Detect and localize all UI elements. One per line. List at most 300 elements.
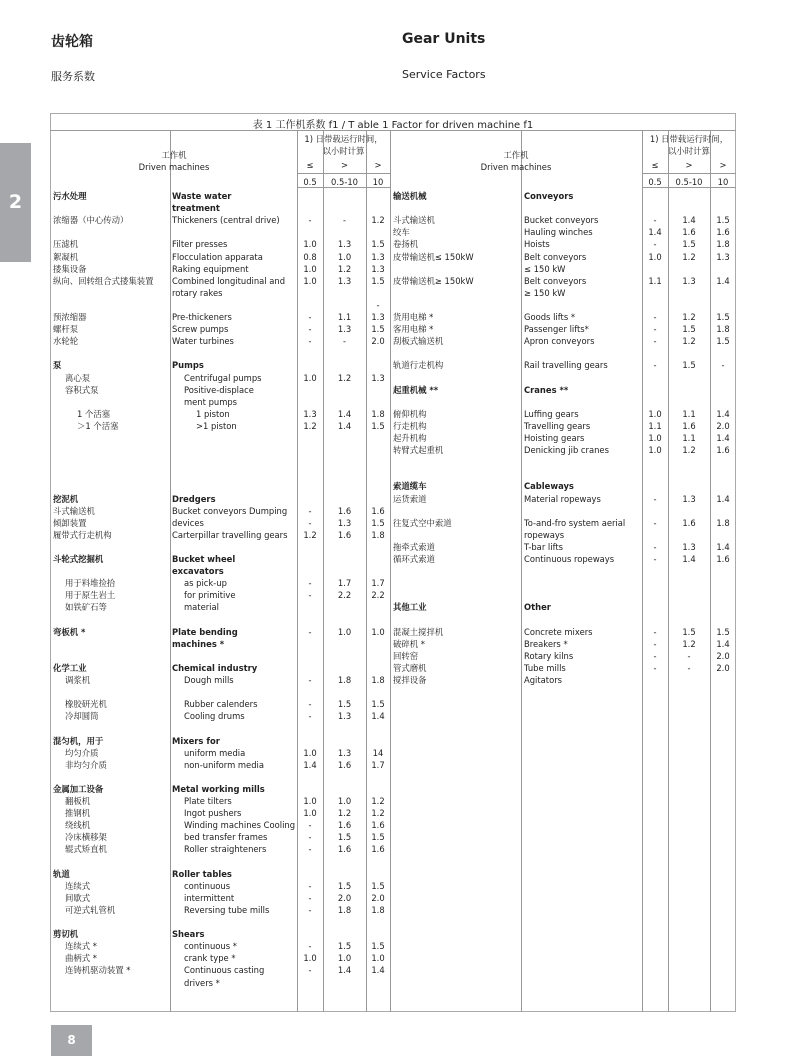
left-row-value: 1.5 xyxy=(371,941,385,952)
left-row-en: Carterpillar travelling gears xyxy=(172,529,288,540)
left-row-cn: 间歇式 xyxy=(65,892,91,903)
right-row-value: 1.0 xyxy=(648,433,662,443)
right-row-cn: 起重机械 ** xyxy=(393,384,439,395)
left-row-cn: 弯板机 * xyxy=(53,626,86,637)
right-row-value: 1.1 xyxy=(682,433,696,443)
right-row-en: Material ropeways xyxy=(524,493,601,504)
right-row-en: Continuous ropeways xyxy=(524,554,615,564)
left-row-value: - xyxy=(308,505,312,516)
left-row-en: excavators xyxy=(172,566,224,577)
left-row-cn: 非均匀介质 xyxy=(65,759,107,770)
right-row-cn: 拖牵式索道 xyxy=(393,541,435,552)
right-row-cn: 搅拌设备 xyxy=(393,675,427,685)
left-row-cn: 均匀介质 xyxy=(65,747,99,758)
left-row-value: 1.6 xyxy=(371,844,385,855)
right-row-value: 1.0 xyxy=(648,445,662,456)
right-row-value: 1.4 xyxy=(716,638,730,649)
left-row-en: machines * xyxy=(172,638,225,649)
left-row-cn: 离心泵 xyxy=(65,372,91,383)
left-row-value: 1.0 xyxy=(303,953,317,964)
left-row-cn: 如铁矿石等 xyxy=(65,602,107,613)
right-row-value: - xyxy=(653,493,657,504)
right-row-value: 1.8 xyxy=(716,517,730,528)
left-row-value: 1.2 xyxy=(337,372,352,383)
left-row-cn: 辊式矫直机 xyxy=(65,844,107,855)
right-row-en: To-and-fro system aerial xyxy=(524,517,626,528)
left-row-en: treatment xyxy=(172,203,220,214)
left-row-en: Thickeners (central drive) xyxy=(172,215,280,226)
right-row-value: 1.6 xyxy=(716,227,730,238)
left-row-value: - xyxy=(308,626,312,637)
right-row-cn: 输送机械 xyxy=(393,191,427,201)
right-row-value: 1.3 xyxy=(682,541,696,552)
left-row-value: - xyxy=(308,965,312,976)
left-row-en: Centrifugal pumps xyxy=(184,372,262,383)
left-row-cn: 橡胶研光机 xyxy=(65,699,107,710)
right-row-value: - xyxy=(687,650,691,661)
right-row-value: - xyxy=(653,650,657,661)
left-row-value: - xyxy=(308,904,312,915)
left-row-en: Cooling drums xyxy=(184,711,245,722)
right-row-cn: 运货索道 xyxy=(393,493,427,504)
right-row-value: 1.2 xyxy=(682,445,696,456)
left-row-en: non-uniform media xyxy=(184,759,264,770)
right-row-value: 1.3 xyxy=(716,251,730,262)
left-row-value: 1.3 xyxy=(337,517,352,528)
right-row-en: Hoists xyxy=(524,239,550,250)
left-row-value: 2.0 xyxy=(371,892,385,903)
table-title: 表 1 工作机系数 f1 / T able 1 Factor for driven machine f1 xyxy=(252,120,534,131)
right-row-value: - xyxy=(653,324,657,335)
left-row-value: - xyxy=(308,215,312,226)
column-divider xyxy=(521,130,522,1012)
right-row-value: 1.6 xyxy=(682,227,696,238)
left-row-en: continuous * xyxy=(184,941,237,952)
left-row-value: 2.0 xyxy=(337,892,352,903)
left-row-en: intermittent xyxy=(184,892,235,903)
right-row-value: 1.5 xyxy=(682,324,696,335)
right-row-value: 1.0 xyxy=(648,408,662,419)
right-row-cn: 管式磨机 xyxy=(393,662,427,673)
left-row-en: Roller tables xyxy=(172,868,232,879)
left-row-value: 1.0 xyxy=(303,796,317,806)
left-row-value: 1.8 xyxy=(337,904,352,915)
right-row-cn: 轨道行走机构 xyxy=(393,360,444,371)
left-row-en: Continuous casting xyxy=(184,965,265,976)
left-row-cn: 污水处理 xyxy=(53,191,87,201)
left-row-value: 1.0 xyxy=(303,263,317,274)
left-row-value: 1.0 xyxy=(303,372,317,383)
left-row-value: - xyxy=(308,699,312,710)
left-hours-10: 10 xyxy=(372,177,384,187)
right-row-en: Agitators xyxy=(524,675,563,685)
right-row-en: Apron conveyors xyxy=(524,336,595,347)
left-row-en: Raking equipment xyxy=(172,263,249,274)
left-row-cn: 浓缩器（中心传动） xyxy=(53,215,129,226)
right-row-cn: 索道缆车 xyxy=(393,481,427,492)
left-row-en: Flocculation apparata xyxy=(172,251,263,262)
left-row-cn: 翻板机 xyxy=(65,796,91,806)
right-row-en: ropeways xyxy=(524,529,565,540)
left-row-value: 1.2 xyxy=(303,529,317,540)
left-row-value: 1.5 xyxy=(337,941,352,952)
left-row-value: 1.5 xyxy=(337,699,352,710)
left-hours-note-2: 以小时计算 xyxy=(322,146,365,156)
right-row-en: Rail travelling gears xyxy=(524,360,608,371)
left-row-cn: 履带式行走机构 xyxy=(53,529,112,540)
left-col-head-cn: 工作机 xyxy=(161,150,187,160)
left-row-value: 1.6 xyxy=(337,759,352,770)
left-row-en: Plate tilters xyxy=(184,796,232,806)
left-row-cn: 绕线机 xyxy=(65,820,91,831)
right-row-en: T-bar lifts xyxy=(524,541,564,552)
left-row-value: 1.0 xyxy=(371,953,385,964)
right-row-value: 1.4 xyxy=(682,215,696,226)
left-row-value: 1.8 xyxy=(371,675,385,685)
left-hours-0-5-10: 0.5-10 xyxy=(331,177,358,187)
right-row-value: 1.5 xyxy=(716,336,730,347)
right-row-value: 1.6 xyxy=(716,445,730,456)
left-row-value: - xyxy=(308,336,312,347)
left-row-value: 1.5 xyxy=(371,517,385,528)
right-row-value: 1.4 xyxy=(716,408,730,419)
right-row-value: 1.6 xyxy=(682,420,696,431)
hours-subdivider xyxy=(642,173,736,174)
left-row-en: Waste water xyxy=(172,191,232,201)
left-row-cn: 冷床横移架 xyxy=(65,832,107,843)
left-row-cn: 用于原生岩土 xyxy=(65,590,116,601)
left-row-value: - xyxy=(308,941,312,952)
right-row-value: - xyxy=(653,541,657,552)
left-row-en: uniform media xyxy=(184,747,246,758)
left-row-value: 2.2 xyxy=(371,590,385,601)
left-row-value: 1.2 xyxy=(337,263,352,274)
right-row-en: Conveyors xyxy=(524,191,574,201)
left-row-value: 1.4 xyxy=(371,965,385,976)
left-row-cn: 金属加工设备 xyxy=(53,783,104,794)
left-row-value: - xyxy=(308,324,312,335)
right-row-value: - xyxy=(653,336,657,347)
left-row-en: Pumps xyxy=(172,360,204,371)
right-row-value: - xyxy=(687,662,691,673)
right-row-en: Belt conveyors xyxy=(524,275,587,286)
right-row-en: Concrete mixers xyxy=(524,626,593,637)
left-row-value: - xyxy=(308,844,312,855)
right-row-value: 1.5 xyxy=(682,239,696,250)
left-row-value: 1.7 xyxy=(337,578,352,589)
left-row-value: 0.8 xyxy=(303,251,317,262)
right-row-cn: 皮带输送机≥ 150kW xyxy=(393,275,474,286)
left-row-cn: 化学工业 xyxy=(53,662,87,673)
right-row-value: 1.5 xyxy=(682,360,696,371)
left-row-value: 14 xyxy=(372,747,384,758)
right-row-value: 1.1 xyxy=(648,275,662,286)
left-row-en: Dough mills xyxy=(184,675,234,685)
left-row-value: - xyxy=(308,880,312,891)
left-row-value: 1.5 xyxy=(371,832,385,843)
left-row-en: Chemical industry xyxy=(172,662,258,673)
left-row-value: 1.8 xyxy=(371,408,385,419)
left-row-value: 1.5 xyxy=(337,832,352,843)
right-row-value: 1.4 xyxy=(648,227,662,238)
left-hours-0-5: 0.5 xyxy=(303,177,317,187)
left-row-value: 1.0 xyxy=(303,239,317,250)
left-row-en: material xyxy=(184,602,219,613)
left-row-value: 1.3 xyxy=(371,312,385,322)
right-row-en: Passenger lifts* xyxy=(524,324,589,335)
right-row-value: 1.4 xyxy=(716,541,730,552)
right-row-value: 1.5 xyxy=(682,626,696,637)
left-row-value: - xyxy=(376,299,380,310)
right-row-value: 1.4 xyxy=(716,493,730,504)
left-row-en: >1 piston xyxy=(196,420,237,431)
left-row-value: 1.5 xyxy=(371,324,385,335)
right-row-value: 1.4 xyxy=(716,433,730,443)
right-row-en: Cranes ** xyxy=(524,384,569,395)
left-row-value: 1.0 xyxy=(337,953,352,964)
left-row-value: - xyxy=(308,590,312,601)
left-row-cn: 推钢机 xyxy=(65,808,91,819)
left-row-cn: 压滤机 xyxy=(53,239,79,250)
left-row-value: 1.4 xyxy=(337,965,352,976)
left-row-value: 1.2 xyxy=(371,215,385,226)
left-row-en: Positive-displace xyxy=(184,384,254,395)
right-row-en: Rotary kilns xyxy=(524,650,574,661)
left-row-value: 1.0 xyxy=(337,251,352,262)
left-hours-note-1: 1) 日带载运行时间， xyxy=(304,134,383,144)
section-number: 2 xyxy=(8,191,23,213)
left-row-cn: 容积式泵 xyxy=(65,384,99,395)
right-row-cn: 刮板式输送机 xyxy=(393,336,444,347)
left-row-value: - xyxy=(342,336,347,347)
right-hours-0-5-10: 0.5-10 xyxy=(675,177,703,187)
left-row-cn: 水轮轮 xyxy=(53,336,79,347)
left-row-cn: 连续式 * xyxy=(65,941,97,952)
right-row-value: 1.4 xyxy=(682,554,696,564)
header-en-subtitle: Service Factors xyxy=(402,68,486,81)
right-row-value: 1.5 xyxy=(716,215,730,226)
left-row-cn: 用于料堆捡拾 xyxy=(65,578,116,589)
left-row-en: continuous xyxy=(184,880,231,891)
right-row-value: - xyxy=(653,626,657,637)
left-row-value: 1.2 xyxy=(303,420,317,431)
right-hours-0-5: 0.5 xyxy=(648,177,662,187)
right-row-value: - xyxy=(653,215,657,226)
left-row-value: 1.5 xyxy=(371,420,385,431)
left-row-en: Filter presses xyxy=(172,239,228,250)
right-row-value: 1.1 xyxy=(648,420,662,431)
page-number: 8 xyxy=(51,1025,92,1056)
left-row-value: 1.4 xyxy=(303,759,317,770)
left-row-value: 1.3 xyxy=(337,239,352,250)
left-col-head-en: Driven machines xyxy=(138,162,210,172)
right-row-value: 2.0 xyxy=(716,662,730,673)
left-row-en: bed transfer frames xyxy=(184,832,268,843)
left-row-value: 1.0 xyxy=(303,808,317,819)
left-row-en: Water turbines xyxy=(172,336,234,347)
left-row-value: 1.8 xyxy=(371,904,385,915)
left-sym-le: ≤ xyxy=(306,160,314,170)
left-row-cn: 挖泥机 xyxy=(53,493,79,504)
left-row-en: for primitive xyxy=(184,590,236,601)
right-row-value: 1.8 xyxy=(716,239,730,250)
right-row-cn: 俯仰机构 xyxy=(393,408,427,419)
right-row-value: - xyxy=(653,360,657,371)
right-row-value: 1.0 xyxy=(648,251,662,262)
left-row-cn: 曲柄式 * xyxy=(65,953,97,964)
title-divider xyxy=(50,130,736,131)
column-divider xyxy=(390,130,391,1012)
right-row-value: - xyxy=(653,554,657,564)
right-hours-note-2: 以小时计算 xyxy=(668,146,710,156)
left-row-value: - xyxy=(342,215,347,226)
left-row-en: Bucket conveyors Dumping xyxy=(172,505,288,516)
right-row-cn: 行走机构 xyxy=(393,420,427,431)
right-row-cn: 货用电梯 * xyxy=(393,312,434,322)
column-divider xyxy=(170,130,171,1012)
left-row-value: 1.6 xyxy=(337,820,352,831)
left-row-cn: 混匀机，用于 xyxy=(53,735,104,746)
left-row-value: 1.7 xyxy=(371,578,385,589)
left-row-en: Combined longitudinal and xyxy=(172,275,286,286)
left-row-en: Bucket wheel xyxy=(172,554,236,564)
left-row-en: Metal working mills xyxy=(172,783,265,794)
left-row-cn: 调浆机 xyxy=(65,675,91,685)
right-row-value: - xyxy=(721,360,725,371)
left-row-value: 1.2 xyxy=(371,796,385,806)
right-row-cn: 破碎机 * xyxy=(393,638,425,649)
left-row-value: 1.3 xyxy=(303,408,317,419)
left-row-en: Roller straighteners xyxy=(184,844,267,855)
right-row-en: Hauling winches xyxy=(524,227,593,238)
right-row-value: 1.2 xyxy=(682,312,696,322)
left-row-en: crank type * xyxy=(184,953,236,964)
left-row-value: 1.3 xyxy=(337,711,352,722)
right-row-en: Bucket conveyors xyxy=(524,215,599,226)
left-row-cn: 絮凝机 xyxy=(53,251,79,262)
left-row-cn: 1 个活塞 xyxy=(77,408,111,419)
header-en-title: Gear Units xyxy=(402,31,486,47)
left-row-value: 1.3 xyxy=(371,251,385,262)
left-row-value: 1.5 xyxy=(371,699,385,710)
left-row-en: ment pumps xyxy=(184,396,238,407)
right-row-en: Denicking jib cranes xyxy=(524,445,609,456)
right-row-value: 1.6 xyxy=(716,554,730,564)
left-sym-gt1: > xyxy=(340,160,349,170)
left-row-value: - xyxy=(308,517,312,528)
left-row-cn: 倾卸装置 xyxy=(53,517,87,528)
left-row-value: 1.3 xyxy=(337,324,352,335)
right-row-cn: 转臂式起重机 xyxy=(393,445,444,456)
header-cn-title: 齿轮箱 xyxy=(51,34,93,50)
right-sym-le: ≤ xyxy=(651,160,659,170)
left-row-en: devices xyxy=(172,517,204,528)
left-row-cn: 连铸机驱动装置 * xyxy=(65,965,131,976)
right-row-value: 2.0 xyxy=(716,650,730,661)
left-sym-gt2: > xyxy=(374,160,382,170)
right-row-cn: 循环式索道 xyxy=(393,554,435,564)
left-row-value: 1.5 xyxy=(337,880,352,891)
left-row-value: 2.0 xyxy=(371,336,385,347)
section-tab xyxy=(0,143,31,262)
right-row-value: 1.3 xyxy=(682,275,696,286)
left-row-value: 1.0 xyxy=(371,626,385,637)
left-row-value: - xyxy=(308,312,312,322)
right-row-en: ≥ 150 kW xyxy=(524,287,566,298)
right-row-value: 1.5 xyxy=(716,626,730,637)
right-row-value: - xyxy=(653,239,657,250)
right-sym-gt2: > xyxy=(719,160,727,170)
left-row-en: drivers * xyxy=(184,977,220,988)
right-row-en: Hoisting gears xyxy=(524,433,585,443)
left-row-cn: 连续式 xyxy=(65,880,91,891)
left-row-value: 2.2 xyxy=(337,590,352,601)
left-row-value: 1.4 xyxy=(337,408,352,419)
right-row-value: 1.6 xyxy=(682,517,696,528)
left-row-en: Ingot pushers xyxy=(184,808,242,819)
right-row-cn: 混凝土搅拌机 xyxy=(393,626,444,637)
left-row-value: 1.3 xyxy=(337,747,352,758)
right-sym-gt1: > xyxy=(685,160,693,170)
left-row-value: 1.6 xyxy=(371,505,385,516)
left-row-en: Winding machines Cooling xyxy=(184,820,296,831)
left-row-cn: 螺杆泵 xyxy=(53,324,79,335)
right-row-en: Breakers * xyxy=(524,638,568,649)
left-row-cn: 可逆式轧管机 xyxy=(65,904,116,915)
right-row-value: 1.2 xyxy=(682,638,696,649)
left-row-value: 1.6 xyxy=(337,505,352,516)
right-hours-10: 10 xyxy=(717,177,729,187)
right-row-value: - xyxy=(653,517,657,528)
left-row-value: - xyxy=(308,578,312,589)
left-row-value: 1.1 xyxy=(337,312,352,322)
right-row-en: Travelling gears xyxy=(524,420,591,431)
left-row-cn: 斗轮式挖掘机 xyxy=(53,554,104,564)
left-row-value: - xyxy=(308,832,312,843)
right-hours-note-1: 1) 日带载运行时间， xyxy=(649,134,729,144)
left-row-en: as pick-up xyxy=(184,578,227,589)
left-row-value: 1.0 xyxy=(337,796,352,806)
left-row-value: 1.3 xyxy=(371,372,385,383)
hours-subdivider xyxy=(297,173,390,174)
right-row-en: Belt conveyors xyxy=(524,251,587,262)
left-row-cn: 剪切机 xyxy=(53,929,79,940)
right-row-cn: 卷扬机 xyxy=(393,239,419,250)
right-row-en: Other xyxy=(524,602,551,613)
right-row-cn: 其他工业 xyxy=(393,602,427,613)
right-row-value: 1.2 xyxy=(682,336,696,347)
right-row-cn: 往复式空中索道 xyxy=(393,517,452,528)
left-row-value: 1.7 xyxy=(371,759,385,770)
left-row-value: 1.5 xyxy=(371,275,385,286)
left-row-cn: 泵 xyxy=(53,360,62,371)
left-row-value: - xyxy=(308,675,312,685)
left-row-value: 1.2 xyxy=(337,808,352,819)
left-row-value: 1.0 xyxy=(337,626,352,637)
right-row-cn: 客用电梯 * xyxy=(393,324,434,335)
left-row-value: 1.8 xyxy=(371,529,385,540)
right-row-cn: 斗式输送机 xyxy=(393,215,435,226)
left-row-value: 1.6 xyxy=(337,529,352,540)
left-row-value: - xyxy=(308,711,312,722)
left-row-value: 1.0 xyxy=(303,747,317,758)
right-col-head-cn: 工作机 xyxy=(503,150,529,160)
left-row-cn: 预浓缩器 xyxy=(53,312,87,322)
left-row-value: 1.5 xyxy=(371,880,385,891)
right-row-value: - xyxy=(653,638,657,649)
left-row-en: Shears xyxy=(172,929,205,940)
left-row-cn: 轨道 xyxy=(53,868,70,879)
